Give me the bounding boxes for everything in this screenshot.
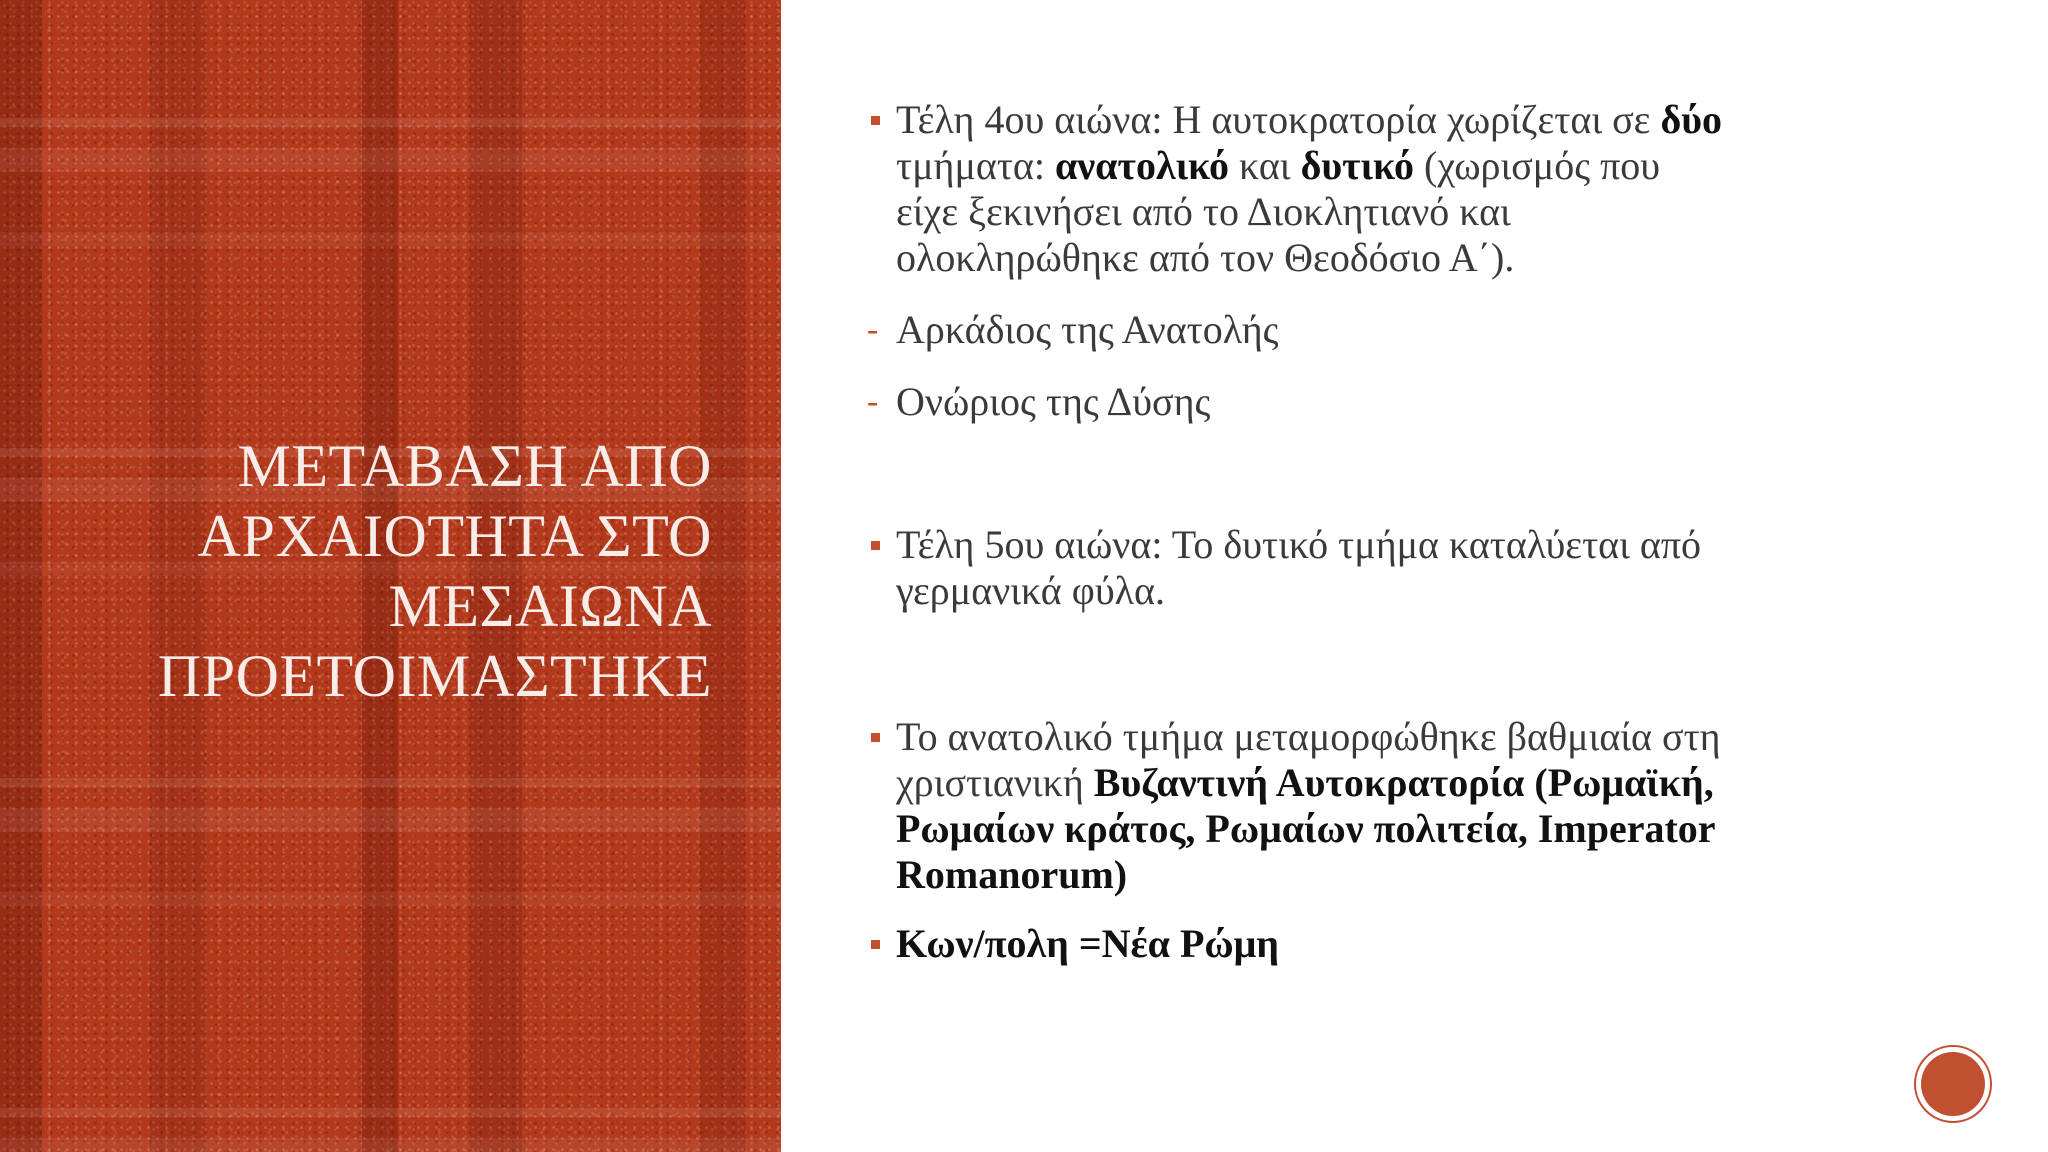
text-line [896,568,1701,614]
bullet-text [896,97,1722,281]
square-bullet-icon [871,733,880,742]
bullet-text [896,714,1721,898]
bold-text-run: Κων/πολη =Νέα Ρώμη [896,921,1280,966]
text-run: και [1229,143,1301,188]
square-bullet-icon [871,116,880,125]
text-run: Το ανατολικό τμήμα μεταμορφώθηκε βαθμιαία στη [896,714,1721,759]
slide-number-circle-fill [1921,1052,1985,1116]
bullet-text [896,921,1279,967]
text-run: ολοκληρώθηκε από τον Θεοδόσιο Α΄). [896,235,1515,280]
text-run: τμήματα: [896,143,1055,188]
square-bullet-icon [871,940,880,949]
slide-title-line: ΜΕΤΑΒΑΣΗ ΑΠΟ [237,433,712,499]
bullet-text [896,379,1210,425]
bold-text-run: Βυζαντινή Αυτοκρατορία (Ρωμαϊκή, [1093,760,1714,805]
text-line [896,307,1279,353]
bullet-text [896,522,1701,614]
slide-title-line: ΠΡΟΕΤΟΙΜΑΣΤΗΚΕ [157,643,712,709]
text-run: είχε ξεκινήσει από το Διοκλητιανό και [896,189,1511,234]
text-line [896,379,1210,425]
text-line [896,522,1701,568]
text-run: χριστιανική [896,760,1094,805]
text-line [896,852,1721,898]
bullet-text [896,307,1279,353]
text-run: γερμανικά φύλα. [896,568,1166,613]
text-run: Ονώριος της Δύσης [896,379,1211,424]
text-line [896,921,1279,967]
text-run: Τέλη 4ου αιώνα: Η αυτοκρατορία χωρίζεται σε [896,97,1661,142]
bold-text-run: Ρωμαίων κράτος, Ρωμαίων πολιτεία, Imperator [896,806,1716,851]
text-line [896,760,1721,806]
bold-text-run: δύο [1660,97,1722,142]
slide-title-line: ΑΡΧΑΙΟΤΗΤΑ ΣΤΟ [197,503,712,569]
text-run: Τέλη 5ου αιώνα: Το δυτικό τμήμα καταλύεται από [896,522,1702,567]
text-line [896,189,1722,235]
text-line [896,714,1721,760]
text-run: Αρκάδιος της Ανατολής [896,307,1279,352]
text-run: (χωρισμός που [1414,143,1661,188]
dash-bullet: - [867,383,879,420]
text-line [896,235,1722,281]
slide-title-line: ΜΕΣΑΙΩΝΑ [388,573,712,639]
text-line [896,143,1722,189]
dash-bullet: - [867,311,879,348]
bold-text-run: Romanorum) [896,852,1128,897]
bold-text-run: δυτικό [1300,143,1414,188]
slide-number-circle-icon [1914,1045,1992,1123]
square-bullet-icon [871,541,880,550]
text-line [896,97,1722,143]
text-line [896,806,1721,852]
bold-text-run: ανατολικό [1054,143,1230,188]
